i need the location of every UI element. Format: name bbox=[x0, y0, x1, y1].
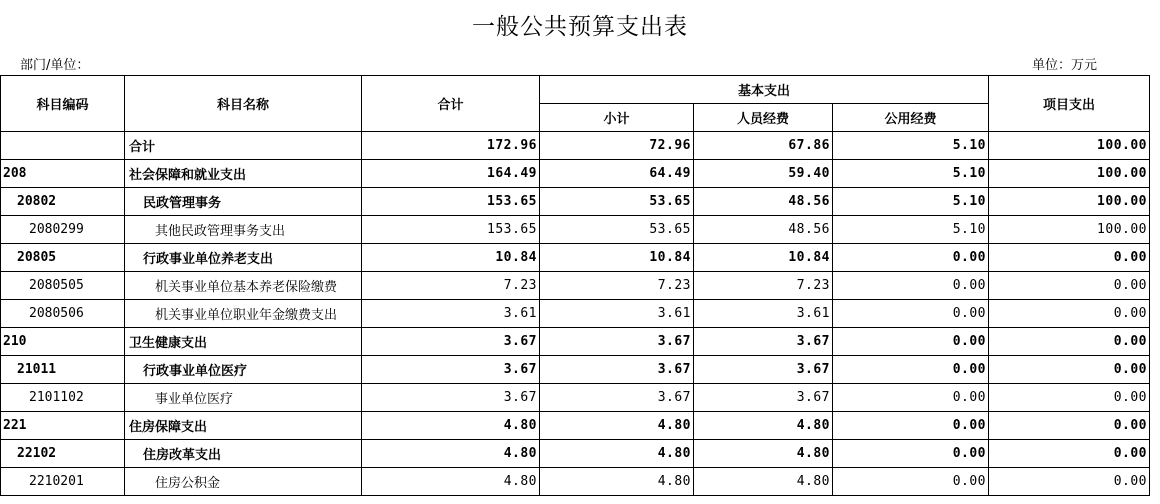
table-row bbox=[1, 356, 1150, 384]
header-public: 公用经费 bbox=[833, 104, 989, 132]
cell-subtotal: 10.84 bbox=[540, 244, 694, 272]
cell-subtotal: 7.23 bbox=[540, 272, 694, 300]
cell-name: 行政事业单位养老支出 bbox=[125, 244, 362, 272]
cell-name: 合计 bbox=[125, 132, 362, 160]
cell-project: 0.00 bbox=[989, 440, 1150, 468]
cell-total: 4.80 bbox=[362, 440, 540, 468]
cell-public: 0.00 bbox=[833, 468, 989, 496]
header-name: 科目名称 bbox=[125, 76, 362, 132]
cell-project: 0.00 bbox=[989, 412, 1150, 440]
table-row bbox=[1, 160, 1150, 188]
cell-subtotal: 3.67 bbox=[540, 356, 694, 384]
cell-subtotal: 3.67 bbox=[540, 384, 694, 412]
cell-subtotal: 53.65 bbox=[540, 188, 694, 216]
cell-subtotal: 3.67 bbox=[540, 328, 694, 356]
cell-code: 20805 bbox=[1, 244, 125, 272]
cell-project: 100.00 bbox=[989, 160, 1150, 188]
cell-personnel: 4.80 bbox=[694, 468, 833, 496]
table-row bbox=[1, 272, 1150, 300]
cell-subtotal: 4.80 bbox=[540, 468, 694, 496]
cell-name: 卫生健康支出 bbox=[125, 328, 362, 356]
cell-project: 0.00 bbox=[989, 384, 1150, 412]
cell-subtotal: 3.61 bbox=[540, 300, 694, 328]
cell-public: 0.00 bbox=[833, 412, 989, 440]
cell-subtotal: 64.49 bbox=[540, 160, 694, 188]
cell-name: 行政事业单位医疗 bbox=[125, 356, 362, 384]
cell-project: 0.00 bbox=[989, 272, 1150, 300]
cell-code: 2080506 bbox=[1, 300, 125, 328]
cell-personnel: 3.61 bbox=[694, 300, 833, 328]
cell-public: 5.10 bbox=[833, 216, 989, 244]
header-code: 科目编码 bbox=[1, 76, 125, 132]
table-row bbox=[1, 468, 1150, 496]
table-row bbox=[1, 244, 1150, 272]
cell-project: 100.00 bbox=[989, 188, 1150, 216]
cell-personnel: 3.67 bbox=[694, 384, 833, 412]
cell-subtotal: 53.65 bbox=[540, 216, 694, 244]
cell-code bbox=[1, 132, 125, 160]
cell-public: 5.10 bbox=[833, 188, 989, 216]
cell-personnel: 67.86 bbox=[694, 132, 833, 160]
cell-public: 0.00 bbox=[833, 384, 989, 412]
cell-code: 208 bbox=[1, 160, 125, 188]
cell-total: 153.65 bbox=[362, 216, 540, 244]
cell-personnel: 4.80 bbox=[694, 440, 833, 468]
cell-project: 0.00 bbox=[989, 328, 1150, 356]
cell-name: 住房公积金 bbox=[125, 468, 362, 496]
cell-public: 0.00 bbox=[833, 272, 989, 300]
cell-project: 0.00 bbox=[989, 300, 1150, 328]
page-title: 一般公共预算支出表 bbox=[472, 14, 688, 40]
table-row bbox=[1, 216, 1150, 244]
cell-public: 5.10 bbox=[833, 132, 989, 160]
cell-code: 20802 bbox=[1, 188, 125, 216]
cell-total: 164.49 bbox=[362, 160, 540, 188]
cell-public: 0.00 bbox=[833, 244, 989, 272]
department-label: 部门/单位： bbox=[20, 58, 90, 73]
cell-name: 住房改革支出 bbox=[125, 440, 362, 468]
cell-name: 住房保障支出 bbox=[125, 412, 362, 440]
cell-personnel: 4.80 bbox=[694, 412, 833, 440]
table-row bbox=[1, 300, 1150, 328]
cell-public: 0.00 bbox=[833, 300, 989, 328]
table-row bbox=[1, 132, 1150, 160]
budget-table bbox=[0, 75, 1150, 496]
cell-personnel: 3.67 bbox=[694, 356, 833, 384]
header-total: 合计 bbox=[362, 76, 540, 132]
cell-project: 0.00 bbox=[989, 356, 1150, 384]
cell-total: 7.23 bbox=[362, 272, 540, 300]
cell-total: 3.67 bbox=[362, 384, 540, 412]
cell-name: 事业单位医疗 bbox=[125, 384, 362, 412]
header-personnel: 人员经费 bbox=[694, 104, 833, 132]
cell-subtotal: 4.80 bbox=[540, 440, 694, 468]
cell-public: 0.00 bbox=[833, 356, 989, 384]
cell-public: 5.10 bbox=[833, 160, 989, 188]
cell-name: 民政管理事务 bbox=[125, 188, 362, 216]
cell-total: 3.67 bbox=[362, 356, 540, 384]
cell-code: 221 bbox=[1, 412, 125, 440]
header-subtotal: 小计 bbox=[540, 104, 694, 132]
cell-total: 4.80 bbox=[362, 412, 540, 440]
table-row bbox=[1, 328, 1150, 356]
cell-project: 100.00 bbox=[989, 216, 1150, 244]
cell-personnel: 48.56 bbox=[694, 188, 833, 216]
cell-personnel: 3.67 bbox=[694, 328, 833, 356]
cell-code: 2210201 bbox=[1, 468, 125, 496]
cell-personnel: 48.56 bbox=[694, 216, 833, 244]
unit-label: 单位：万元 bbox=[1032, 58, 1098, 73]
table-row bbox=[1, 188, 1150, 216]
cell-total: 3.61 bbox=[362, 300, 540, 328]
cell-project: 100.00 bbox=[989, 132, 1150, 160]
cell-total: 153.65 bbox=[362, 188, 540, 216]
cell-project: 0.00 bbox=[989, 468, 1150, 496]
cell-code: 22102 bbox=[1, 440, 125, 468]
cell-code: 210 bbox=[1, 328, 125, 356]
cell-subtotal: 72.96 bbox=[540, 132, 694, 160]
cell-subtotal: 4.80 bbox=[540, 412, 694, 440]
cell-public: 0.00 bbox=[833, 440, 989, 468]
cell-name: 其他民政管理事务支出 bbox=[125, 216, 362, 244]
cell-personnel: 59.40 bbox=[694, 160, 833, 188]
cell-code: 2080299 bbox=[1, 216, 125, 244]
header-basic: 基本支出 bbox=[540, 76, 989, 104]
table-body bbox=[1, 132, 1150, 496]
table-row bbox=[1, 440, 1150, 468]
cell-public: 0.00 bbox=[833, 328, 989, 356]
cell-personnel: 7.23 bbox=[694, 272, 833, 300]
cell-total: 3.67 bbox=[362, 328, 540, 356]
table-row bbox=[1, 384, 1150, 412]
cell-code: 21011 bbox=[1, 356, 125, 384]
cell-project: 0.00 bbox=[989, 244, 1150, 272]
cell-code: 2101102 bbox=[1, 384, 125, 412]
header-project: 项目支出 bbox=[989, 76, 1150, 132]
cell-name: 机关事业单位基本养老保险缴费 bbox=[125, 272, 362, 300]
cell-code: 2080505 bbox=[1, 272, 125, 300]
cell-personnel: 10.84 bbox=[694, 244, 833, 272]
table-row bbox=[1, 412, 1150, 440]
cell-name: 机关事业单位职业年金缴费支出 bbox=[125, 300, 362, 328]
cell-name: 社会保障和就业支出 bbox=[125, 160, 362, 188]
cell-total: 172.96 bbox=[362, 132, 540, 160]
cell-total: 10.84 bbox=[362, 244, 540, 272]
cell-total: 4.80 bbox=[362, 468, 540, 496]
